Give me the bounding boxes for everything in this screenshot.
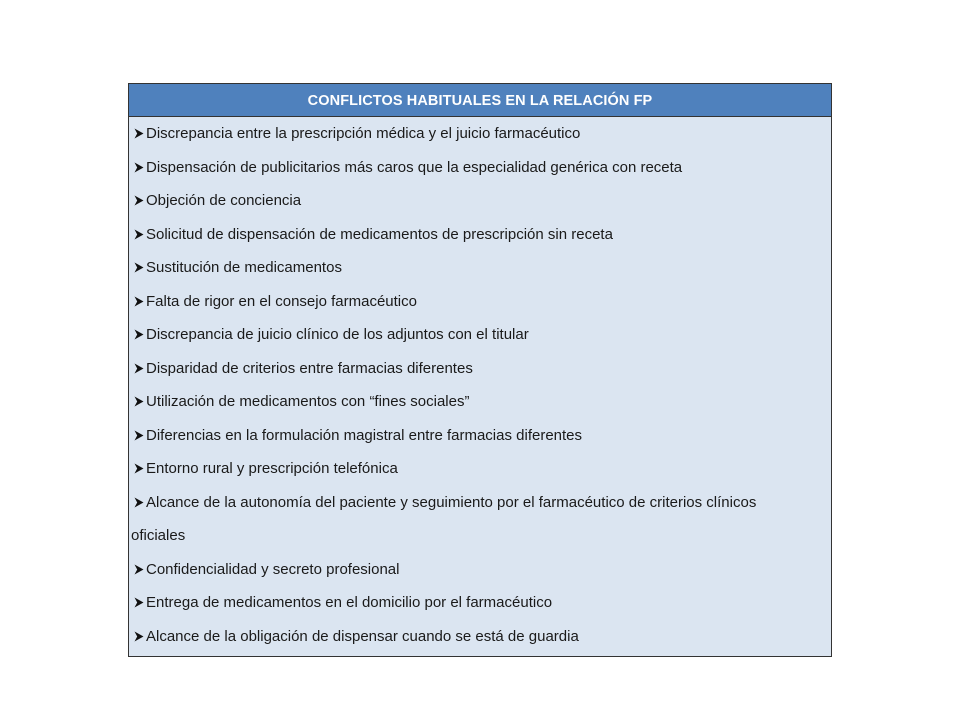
arrowhead-bullet-icon [133, 620, 145, 654]
arrowhead-bullet-icon [133, 184, 145, 218]
arrowhead-bullet-icon [133, 452, 145, 486]
table-header: CONFLICTOS HABITUALES EN LA RELACIÓN FP [129, 84, 831, 117]
list-item [129, 251, 831, 285]
list-item [129, 586, 831, 620]
list-item [129, 486, 831, 553]
list-item-text: Solicitud de dispensación de medicamentos de prescripción sin receta [146, 225, 613, 243]
arrowhead-bullet-icon [133, 486, 145, 520]
list-item-text: Alcance de la autonomía del paciente y seguimiento por el farmacéutico de criterios clínicos oficiales [131, 493, 757, 544]
arrowhead-bullet-icon [133, 318, 145, 352]
list-item [129, 385, 831, 419]
arrowhead-bullet-icon [133, 553, 145, 587]
list-item-text: Alcance de la obligación de dispensar cuando se está de guardia [146, 627, 579, 645]
list-item-text: Entorno rural y prescripción telefónica [146, 460, 398, 477]
list-item [129, 620, 831, 654]
list-item-text: Disparidad de criterios entre farmacias diferentes [146, 359, 473, 377]
list-item-text: Dispensación de publicitarios más caros que la especialidad genérica con receta [146, 158, 683, 176]
list-item-text: Utilización de medicamentos con “fines sociales” [146, 393, 470, 410]
arrowhead-bullet-icon [133, 151, 145, 185]
arrowhead-bullet-icon [133, 385, 145, 419]
list-item [129, 285, 831, 319]
list-item [129, 218, 831, 252]
list-item-text: Entrega de medicamentos en el domicilio por el farmacéutico [146, 594, 553, 611]
list-item-text: Falta de rigor en el consejo farmacéutico [146, 292, 417, 310]
list-item-text: Objeción de conciencia [146, 192, 302, 209]
list-item-text: Confidencialidad y secreto profesional [146, 560, 400, 578]
list-item-text: Sustitución de medicamentos [146, 259, 342, 276]
list-item-text: Discrepancia entre la prescripción médica y el juicio farmacéutico [146, 125, 581, 142]
list-item-text: Diferencias en la formulación magistral entre farmacias diferentes [146, 426, 583, 444]
list-item [129, 117, 831, 151]
arrowhead-bullet-icon [133, 251, 145, 285]
table-body [129, 117, 831, 656]
list-item [129, 318, 831, 352]
list-item [129, 553, 831, 587]
conflicts-table [128, 83, 832, 657]
list-item [129, 151, 831, 185]
list-item [129, 352, 831, 386]
arrowhead-bullet-icon [133, 285, 145, 319]
list-item-text: Discrepancia de juicio clínico de los adjuntos con el titular [146, 326, 529, 343]
list-item [129, 184, 831, 218]
arrowhead-bullet-icon [133, 352, 145, 386]
arrowhead-bullet-icon [133, 586, 145, 620]
list-item [129, 419, 831, 453]
list-item [129, 452, 831, 486]
arrowhead-bullet-icon [133, 117, 145, 151]
arrowhead-bullet-icon [133, 419, 145, 453]
arrowhead-bullet-icon [133, 218, 145, 252]
